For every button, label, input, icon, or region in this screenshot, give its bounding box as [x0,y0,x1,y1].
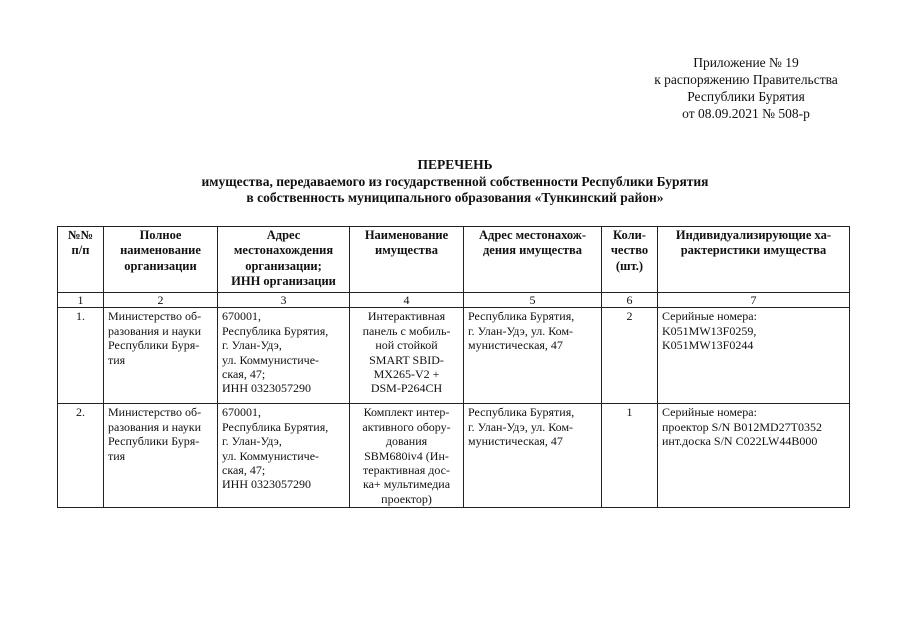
quantity-cell: 1 [602,404,658,508]
table-row [58,308,850,404]
appendix-line: от 08.09.2021 № 508-р [682,106,810,121]
characteristics-cell: Серийные номера: K051MW13F0259, K051MW13F0244 [658,308,850,404]
appendix-line: Республики Бурятия [687,89,805,104]
column-number: 6 [602,293,658,308]
column-number: 2 [104,293,218,308]
org-address-cell: 670001, Республика Бурятия, г. Улан-Удэ, ул. Коммунистиче- ская, 47; ИНН 0323057290 [218,308,350,404]
appendix-line: к распоряжению Правительства [654,72,838,87]
document-title [60,157,850,207]
quantity-cell: 2 [602,308,658,404]
title-subtitle-1: имущества, передаваемого из государственной собственности Республики Бурятия [201,173,709,189]
title-heading: ПЕРЕЧЕНЬ [417,157,493,172]
header-quantity: Коли- чество (шт.) [602,227,658,293]
row-number: 1. [58,308,104,404]
property-name-cell: Интерактивная панель с мобиль- ной стойкой SMART SBID- MX265-V2 + DSM-P264CH [350,308,464,404]
row-number: 2. [58,404,104,508]
header-org-address: Адрес местонахождения организации; ИНН организации [218,227,350,293]
table-header-row [58,227,850,293]
organization-cell: Министерство об- разования и науки Республики Буря- тия [104,308,218,404]
column-number-row [58,293,850,308]
property-name-cell: Комплект интер- активного обору- дования SBM680iv4 (Ин- терактивная дос- ка+ мультимедиа проектор) [350,404,464,508]
table-row [58,404,850,508]
property-address-cell: Республика Бурятия, г. Улан-Удэ, ул. Ком- мунистическая, 47 [464,308,602,404]
appendix-line: Приложение № 19 [693,55,799,70]
header-organization: Полное наименование организации [104,227,218,293]
column-number: 7 [658,293,850,308]
characteristics-cell: Серийные номера: проектор S/N B012MD27T0352 инт.доска S/N C022LW44B000 [658,404,850,508]
header-number: №№ п/п [58,227,104,293]
org-address-cell: 670001, Республика Бурятия, г. Улан-Удэ, ул. Коммунистиче- ская, 47; ИНН 0323057290 [218,404,350,508]
property-table [57,226,850,508]
header-property-address: Адрес местонахож- дения имущества [464,227,602,293]
header-characteristics: Индивидуализирующие ха- рактеристики имущества [658,227,850,293]
title-subtitle-2: в собственность муниципального образования «Тункинский район» [246,190,664,205]
organization-cell: Министерство об- разования и науки Республики Буря- тия [104,404,218,508]
property-address-cell: Республика Бурятия, г. Улан-Удэ, ул. Ком- мунистическая, 47 [464,404,602,508]
header-property-name: Наименование имущества [350,227,464,293]
column-number: 4 [350,293,464,308]
column-number: 1 [58,293,104,308]
appendix-note [596,54,896,122]
column-number: 3 [218,293,350,308]
column-number: 5 [464,293,602,308]
